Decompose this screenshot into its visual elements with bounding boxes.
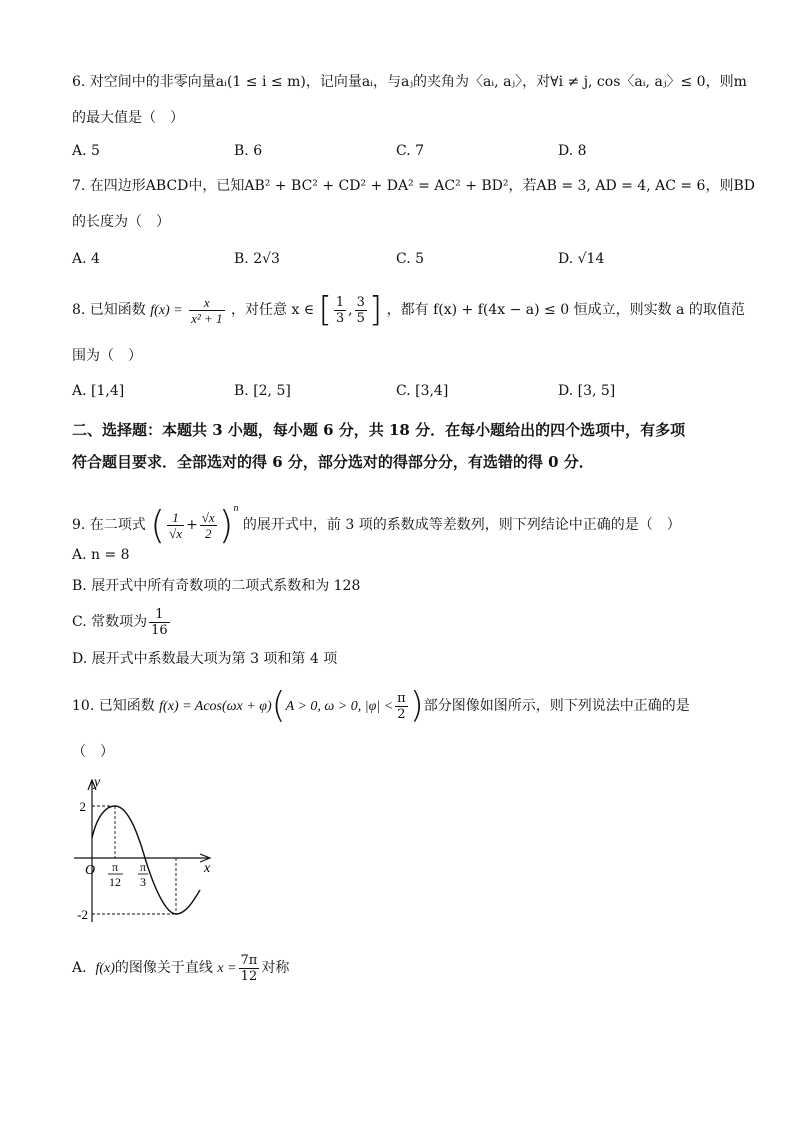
q7-option-b: B. 2√3	[234, 251, 280, 267]
q7-stem-line2: 的长度为（ ）	[72, 214, 170, 230]
q8-option-d: D. [3, 5]	[558, 383, 616, 399]
tick-pi-12-num: π	[111, 860, 119, 874]
q9-option-b: B. 展开式中所有奇数项的二项式系数和为 128	[72, 578, 361, 594]
q6-stem-line2: 的最大值是（ ）	[72, 110, 184, 126]
q8-stem: 8. 已知函数 f(x) = $\frac{x}{\text{x² + 1}}$ ，对任意 x ∈ [ $\frac{1}{3}$ , $\frac{3}{5}$ ] ，都有 f(x) + f(4x − a) ≤ 0 恒成立，则实数 a 的取值范	[72, 290, 745, 330]
q9-option-c: C. 常数项为 $\frac{1}{16}$	[72, 606, 168, 638]
y-min-label: -2	[77, 907, 88, 922]
origin-label: O	[84, 863, 96, 878]
y-max-label: 2	[79, 799, 86, 814]
q7-option-c: C. 5	[396, 251, 425, 267]
tick-pi-12-den: 12	[109, 875, 121, 889]
q6-option-a: A. 5	[72, 143, 100, 159]
q6-option-c: C. 7	[396, 143, 425, 159]
q7-stem: 7. 在四边形ABCD中，已知AB² + BC² + CD² + DA² = AC² + BD²，若AB = 3, AD = 4, AC = 6，则BD	[72, 178, 755, 194]
q6-option-d: D. 8	[558, 143, 587, 159]
tick-pi-3-num: π	[139, 860, 147, 874]
q7-option-d: D. √14	[558, 251, 605, 267]
q8-option-b: B. [2, 5]	[234, 383, 291, 399]
q8-stem-line2: 围为（ ）	[72, 348, 142, 364]
tick-pi-3-den: 3	[140, 875, 146, 889]
q8-option-a: A. [1,4]	[72, 383, 125, 399]
q10-option-a: A. f(x)的图像关于直线 x = $\frac{7\pi}{12}$ 对称	[72, 952, 290, 984]
q10-stem: 10. 已知函数 f(x) = Acos(ωx + φ)(A > 0, ω > 0, |φ| < $\frac{\pi}{2}$ )部分图像如图所示，则下列说法中正确的是	[72, 685, 690, 726]
q9-option-a: A. n = 8	[72, 547, 130, 563]
q10-stem-line2: （ ）	[72, 744, 114, 760]
section2-heading-line2: 符合题目要求．全部选对的得 6 分，部分选对的得部分分，有选错的得 0 分．	[72, 453, 594, 471]
q9-option-d: D. 展开式中系数最大项为第 3 项和第 4 项	[72, 651, 338, 667]
q6-option-b: B. 6	[234, 143, 263, 159]
x-axis-label: x	[204, 861, 211, 876]
section2-heading: 二、选择题：本题共 3 小题，每小题 6 分，共 18 分．在每小题给出的四个选项中，有多项	[72, 421, 686, 439]
y-axis-label: y	[94, 775, 101, 790]
q7-option-a: A. 4	[72, 251, 100, 267]
q8-option-c: C. [3,4]	[396, 383, 449, 399]
q9-stem: 9. 在二项式 ( $\frac{1}{√x}$ + $\frac{√x}{2}$ )$^n$ 的展开式中，前 3 项的系数成等差数列，则下列结论中正确的是（ ）	[72, 503, 681, 547]
q6-stem: 6. 对空间中的非零向量aᵢ(1 ≤ i ≤ m)，记向量aᵢ，与aⱼ的夹角为〈aᵢ, aⱼ〉，对∀i ≠ j, cos〈aᵢ, aⱼ〉≤ 0，则m	[72, 74, 747, 90]
q8-fraction: $\frac{x}{\text{x² + 1}}$	[191, 294, 223, 326]
cosine-graph	[68, 772, 218, 932]
